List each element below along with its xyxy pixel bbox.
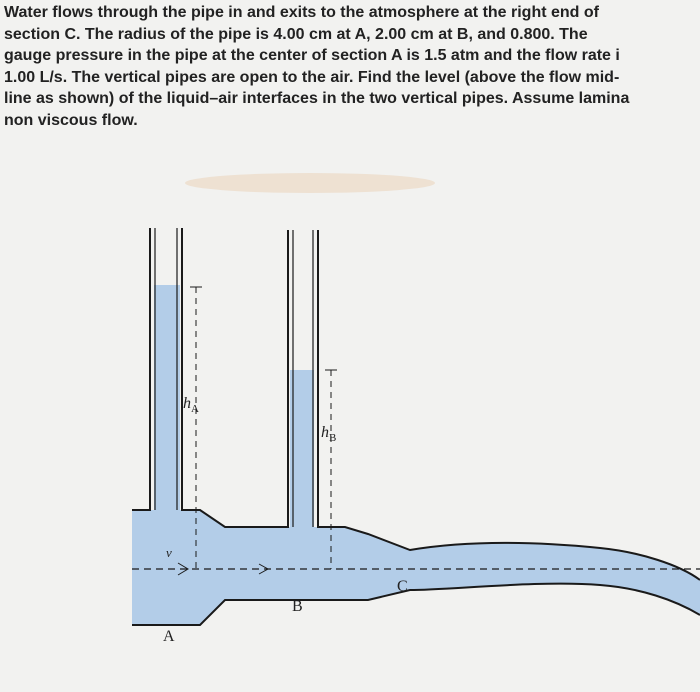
tube-a-right-wall [182, 228, 288, 527]
tube-a-left-wall [132, 228, 150, 510]
light-glare [185, 173, 435, 193]
label-section-c: C [397, 578, 408, 595]
label-ha: $h_A$ [183, 395, 199, 416]
problem-text: Water flows through the pipe in and exits to the atmosphere at the right end of section C. The radius of the pipe is 4.00 cm at A, 2.00 cm at B, and 0.800. The gauge pressure in the pipe at the center of section A is 1.5 atm and the flow rate i 1.00 L/s. The vertical pipes are open to the air. Find the level (above the flow mid- line as shown) of the liquid–air interfaces in the two vertical pipes. Assume lamina non viscous flow. [4, 4, 630, 129]
label-hb: $h_B$ [321, 424, 337, 445]
tube-b-right-wall [318, 230, 700, 580]
tube-a-water [154, 285, 180, 515]
label-section-b: B [292, 598, 303, 615]
label-section-a: A [163, 628, 175, 645]
label-v: v [166, 545, 172, 560]
